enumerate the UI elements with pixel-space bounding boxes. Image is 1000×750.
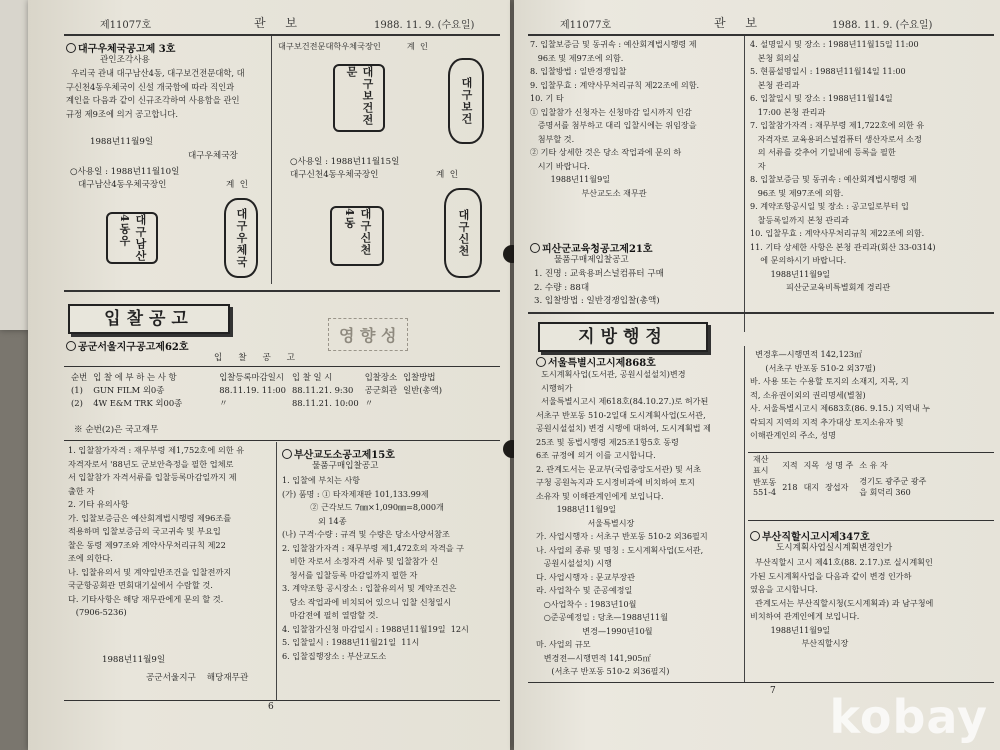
table-header-cell: 입찰방법 bbox=[403, 371, 436, 382]
header-rule bbox=[528, 34, 994, 36]
office-seal-label: 대구남산4동우체국장인 bbox=[78, 180, 167, 190]
section-rule bbox=[64, 290, 500, 292]
table-rule bbox=[64, 366, 500, 367]
gazette-title: 관 보 bbox=[254, 16, 305, 30]
notice-title: 부산직할시고시제347호 bbox=[750, 528, 870, 543]
notice-subtitle: 물품구매입찰공고 bbox=[312, 461, 379, 471]
table-cell: 반포동 551-4 bbox=[753, 478, 777, 497]
table-cell: 〃 bbox=[364, 397, 374, 408]
notice-subtitle: 도시계획사업실시계획변경인가 bbox=[776, 543, 893, 553]
table-row bbox=[68, 396, 445, 409]
table-header-cell: 성 명 주 bbox=[825, 460, 854, 470]
issue-date: 1988. 11. 9. (수요일) bbox=[374, 20, 475, 31]
use-date: ○사용일 : 1988년11월15일 bbox=[290, 157, 400, 167]
faint-stamp: 영 향 성 bbox=[328, 318, 408, 351]
table-cell: 일반(총액) bbox=[403, 384, 442, 395]
notice-body: 변경후—시행면적 142,123㎡ (서초구 반포동 510-2 외37필) 바. 사용 또는 수용할 토지의 소재지, 지목, 지 적, 소유권이외의 권리명세(별첨) 사. 서울특별시고시 제683호(86. 9.15.) 지역내 누 락되지 지역의 지적 추가대상 토지소유자 및 이해관계인의 주소, 성명 bbox=[750, 349, 931, 440]
notice-subtitle: 물품구매제입찰공고 bbox=[554, 255, 629, 265]
underlying-page bbox=[0, 0, 30, 330]
column-divider bbox=[276, 442, 277, 700]
table-cell: 88.11.21. 9:30 bbox=[291, 384, 354, 395]
table-cell bbox=[400, 396, 445, 409]
table-cell: (1) bbox=[71, 384, 83, 395]
table-bottom-rule bbox=[64, 440, 500, 441]
notice-title: 서울특별시고시제868호 bbox=[536, 354, 656, 369]
notice-body: 1. 진명 : 교육용퍼스널컴퓨터 구매 2. 수량 : 88대 3. 입찰방법 : 일반경쟁입찰(총액) bbox=[534, 269, 664, 306]
table-cell: GUN FILM 외0종 bbox=[93, 384, 165, 395]
notice-body: 7. 입찰보증금 및 동귀속 : 예산회계법시행령 제 96조 및 제97조에 의함. 8. 입찰방법 : 일반경쟁입찰 9. 입찰무효 : 계약사무처리규칙 제22조에 의함. 10. 기 타 ① 입찰참가 신청자는 신청마감 일시까지 인감 증명서를 첨부하고 대리 입찰시에는 위임장을 첨부할 것. ② 기타 상세한 것은 당소 작업과에 문의 하 시기 바랍니다. 1988년11월9일 부산교도소 재무관 bbox=[530, 39, 700, 198]
use-date: ○사용일 : 1988년11월10일 bbox=[70, 167, 180, 177]
footer-rule bbox=[528, 682, 994, 683]
table-rule bbox=[748, 452, 994, 453]
issue-date: 1988. 11. 9. (수요일) bbox=[832, 20, 933, 31]
oval-seal-image: 대구신천 bbox=[444, 188, 482, 278]
column-divider bbox=[744, 346, 745, 682]
watermark: kobay bbox=[829, 690, 988, 744]
section-banner: 입찰공고 bbox=[68, 304, 230, 334]
column-divider bbox=[744, 36, 745, 332]
gyein-label: 계 인 bbox=[226, 180, 249, 190]
table-header-cell: 입찰등록마감일시 bbox=[219, 371, 284, 382]
right-page bbox=[514, 0, 1000, 750]
table-cell: 218 bbox=[782, 482, 798, 492]
table-note: ※ 순번(2)은 국고재무 bbox=[74, 425, 159, 435]
table-bottom-rule bbox=[748, 520, 994, 521]
notice-body: 부산직할시 고시 제41호(88. 2.17.)로 실시계획인 가된 도시계획사업을 다음과 같이 변경 인가하 였음을 고시합니다. 관계도서는 부산직할시청(도시계획과) 과 남구청에 비치하여 관계인에게 보입니다. 1988년11월9일 부산직할시장 bbox=[750, 557, 934, 648]
notice-title: 피산군교육청공고제21호 bbox=[530, 240, 653, 255]
table-header-cell: 재산 표시 bbox=[753, 455, 769, 475]
notice-body: 1. 입찰에 부치는 사항 (가) 품명 : ① 타자제재판 101,133.99제 ② 근각보드 7㎜×1,090㎜=8,000개 외 14종 (나) 구격·수량 : 규격 및 수량은 당소사양서참조 2. 입찰참가자격 : 재무부령 제1,472호의 자격을 구 비한 자로서 소정자격 서류 및 입찰참가 신 청서를 입찰등록 마감일까지 필한 자 3. 계약조항 공시장소 : 입찰유의서 및 계약조건은 당소 작업과에 비치되어 있으니 입찰 신청일시 마감전에 필히 열람할 것. 4. 입찰참가신청 마감일시 : 1988년11월19일 12시 5. 입찰일시 : 1988년11월21일 11시 6. 입찰집행장소 : 부산교도소 bbox=[282, 475, 469, 661]
notice-body: 1. 입찰참가자격 : 재무부령 제1,752호에 의한 유 자격자로서 '88년도 군보안측정을 필한 업체로 서 입찰참가 자격서류를 입찰등록마감일까지 제 출한 자 2. 기타 유의사항 가. 입찰보증금은 예산회계법시행령 제96조를 적용하며 입찰보증금의 국고귀속 및 부요입 찰은 동령 제97조와 계약사무처리규칙 제22 조에 의한다. 나. 입찰유의서 및 계약일반조건을 입찰전까지 국군항공회관 면회대기실에서 수람할 것. 다. 기타사항은 해당 재무관에게 문의 할 것. (7906-5236) bbox=[68, 445, 245, 617]
notice-body: 우리국 관내 대구남산4동, 대구보건전문대학, 대 구신천4동우체국이 신설 개국함에 따라 직인과 계인을 다음과 같이 신규조각하여 사용함을 관인 규정 제9조에 의거 공고합니다. bbox=[66, 68, 245, 119]
table-header-cell: 지목 bbox=[803, 460, 820, 470]
table-row bbox=[750, 476, 929, 498]
gazette-title: 관 보 bbox=[714, 16, 765, 30]
right-page-header bbox=[514, 12, 1000, 32]
table-header-cell: 입 찰 에 부 하 는 사 항 bbox=[93, 371, 177, 382]
column-divider bbox=[271, 36, 272, 284]
owner-table bbox=[750, 454, 929, 498]
table-cell: 장섭자 bbox=[825, 482, 849, 492]
table-cell: 공군회관 bbox=[364, 384, 398, 395]
header-rule bbox=[64, 34, 500, 36]
table-header-cell: 입찰장소 bbox=[364, 371, 398, 382]
page-number: 6 bbox=[268, 702, 274, 712]
notice-body: 4. 설명일시 및 장소 : 1988년11월15일 11:00 본청 회의실 5. 현품설명일시 : 1988년11월14일 11:00 본청 관리과 6. 입찰일시 및 장소 : 1988년11월14일 17:00 본청 관리과 7. 입찰참가자격 : 재무부령 제1,722호에 의한 유 자격자로 교육용퍼스널컴퓨터 생산자로서 소정 의 서류를 갖추어 기일내에 등록을 필한 자 8. 입찰보증금 및 동귀속 : 예산회계법시행령 제 96조 및 제97조에 의함. 9. 계약조항공시일 및 장소 : 공고일로부터 입 찰등록일까지 본청 관리과 10. 입찰무효 : 계약사무처리규칙 제22조에 의함. 11. 기타 상세한 사항은 본청 관리과(회산 33-0314) 에 문의하시기 바랍니다. 1988년11월9일 피산군교육비특별회계 경리관 bbox=[750, 39, 936, 292]
table-cell: 경기도 광주군 광주 읍 회덕리 360 bbox=[859, 477, 927, 497]
square-seal-image: 대구보건전문 bbox=[333, 64, 385, 132]
table-header-cell: 소 유 자 bbox=[859, 460, 888, 470]
bid-table bbox=[68, 370, 445, 409]
table-cell: (2) bbox=[71, 397, 83, 408]
notice-date: 1988년11월9일 bbox=[102, 655, 166, 665]
section-rule bbox=[528, 312, 994, 314]
table-header-cell: 입 찰 일 시 bbox=[291, 371, 333, 382]
table-cell: 88.11.19. 11:00 bbox=[219, 384, 286, 395]
notice-date: 1988년11월9일 bbox=[90, 137, 154, 147]
notice-title: 대구보건전문대학우체국장인 계 인 bbox=[278, 41, 428, 51]
notice-body: 도시계획사업(도서관, 공원시설설치)변경 시행허가 서울특별시고시 제618호(84.10.27.)로 허가된 서초구 반포동 510-2일대 도시계획사업(도서관, 공원시설설치) 변경 시행에 대하여, 도시계획법 제 25조 및 동법시행령 제25조1항5호 동령 6조 규정에 의거 이를 고시합니다. 2. 관계도서는 문교부(국립중앙도서관) 및 서초 구청 공원녹지과 도시정비과에 비치하여 토지 소유자 및 이해관계인에게 보입니다. 1988년11월9일 서울특별시장 가. 사업시행자 : 서초구 반포동 510-2 외36필지 나. 사업의 종류 및 명칭 : 도시계획사업(도서관, 공원시설설치) 시행 다. 사업시행자 : 문교부장관 라. 사업착수 및 준공예정일 ○사업착수 : 1983년10월 ○준공예정일 : 당초—1988년11월 변경—1990년10월 마. 사업의 규모 변경전—시행면적 141,905㎡ (서초구 반포동 510-2 외36필지) bbox=[536, 369, 711, 676]
table-row bbox=[68, 383, 445, 396]
page-number: 7 bbox=[770, 686, 776, 696]
notice-title: 공군서울지구공고제62호 bbox=[66, 338, 189, 353]
oval-seal-image: 대구우체국 bbox=[224, 198, 258, 278]
table-header-row bbox=[68, 370, 445, 383]
notice-subtitle: 관인조각사용 bbox=[100, 55, 150, 65]
table-header-row bbox=[750, 454, 929, 476]
gyein-label: 계 인 bbox=[436, 170, 459, 180]
left-page-header bbox=[28, 12, 510, 32]
notice-title: 부산교도소공고제15호 bbox=[282, 446, 395, 461]
footer-rule bbox=[64, 700, 500, 701]
table-cell: 88.11.21. 10:00 bbox=[291, 397, 359, 408]
table-cell: 대지 bbox=[803, 482, 820, 492]
notice-signer: 공군서울지구 해당재무관 bbox=[146, 673, 249, 683]
oval-seal-image: 대구보건 bbox=[448, 58, 484, 144]
table-cell: 4W E&M TRK 외00종 bbox=[93, 397, 183, 408]
square-seal-image: 대구신천4동 bbox=[330, 206, 384, 266]
issue-number: 제11077호 bbox=[100, 20, 152, 31]
square-seal-image: 대구남산4동우 bbox=[106, 212, 158, 264]
office-seal-label: 대구신천4동우체국장인 bbox=[290, 170, 379, 180]
table-cell: 〃 bbox=[219, 397, 228, 408]
notice-title: 대구우체국공고제 3호 bbox=[66, 40, 175, 55]
section-banner: 지방행정 bbox=[538, 322, 708, 352]
table-title: 입 찰 공 고 bbox=[214, 353, 296, 363]
table-header-cell: 지적 bbox=[782, 460, 798, 470]
notice-signer: 대구우체국장 bbox=[188, 151, 238, 161]
table-header-cell: 순번 bbox=[71, 371, 88, 382]
left-page bbox=[28, 0, 510, 750]
issue-number: 제11077호 bbox=[560, 20, 612, 31]
